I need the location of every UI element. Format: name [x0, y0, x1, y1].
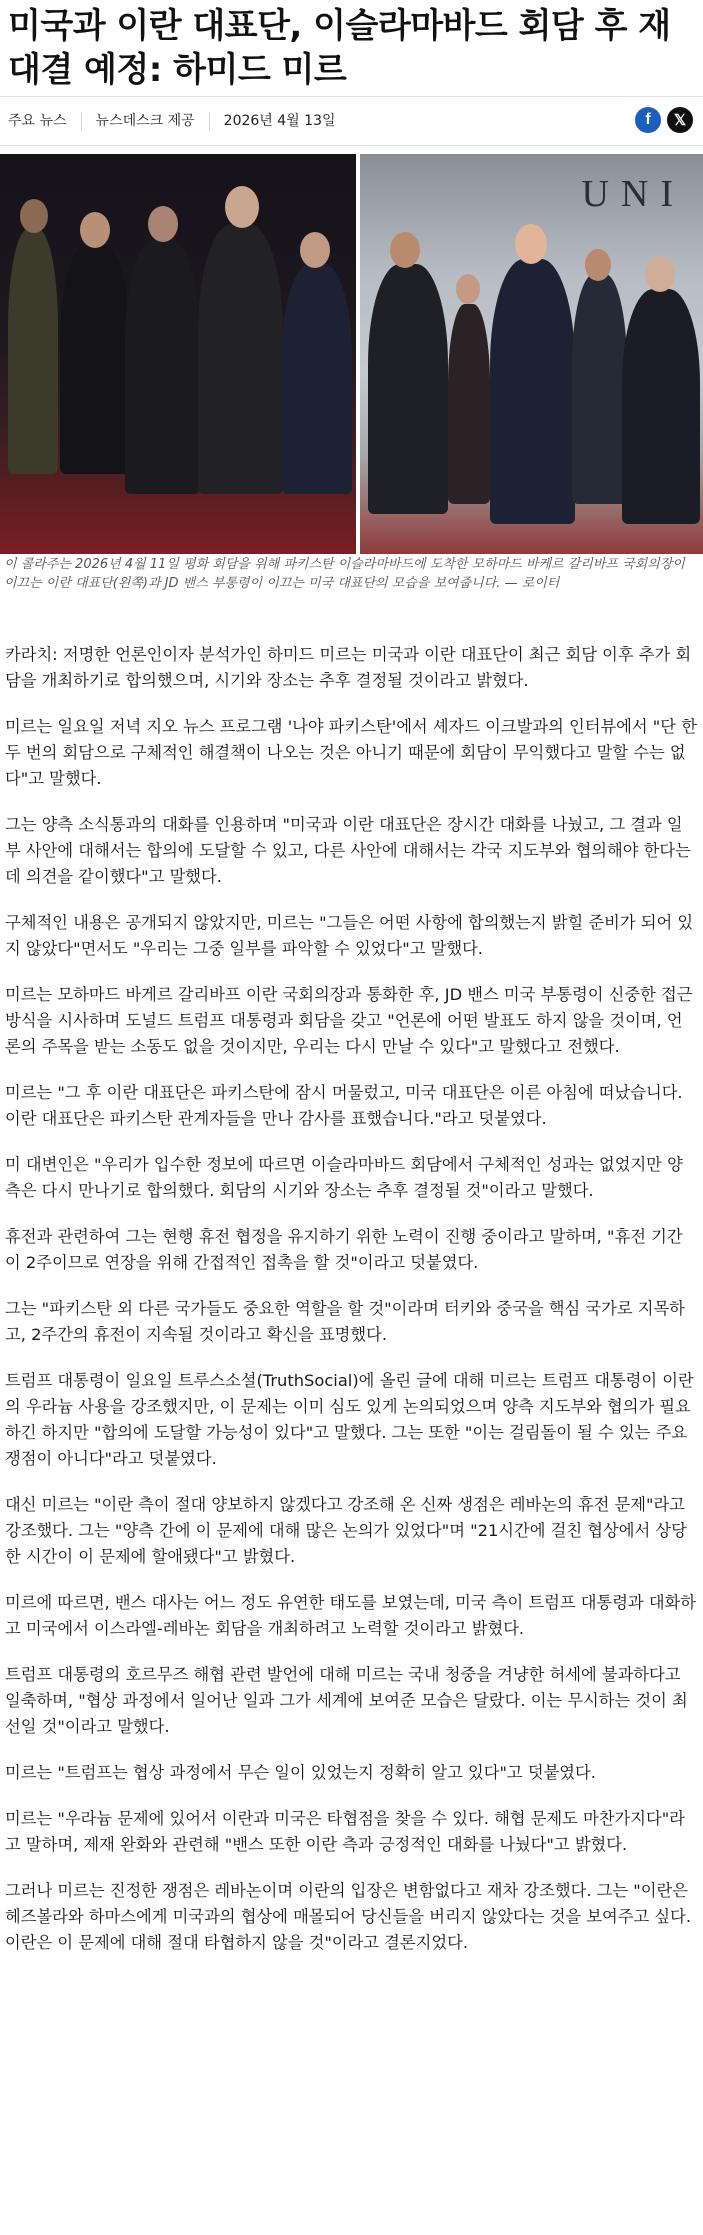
paragraph: 미르는 "우라늄 문제에 있어서 이란과 미국은 타협점을 찾을 수 있다. 해협 문제도 마찬가지다"라고 말하며, 제재 완화와 관련해 "밴스 또한 이란 측과 긍정적인 대화를 나눴다"고 밝혔다. — [5, 1809, 685, 1854]
paragraph: 트럼프 대통령의 호르무즈 해협 관련 발언에 대해 미르는 국내 청중을 겨냥한 허세에 불과하다고 일축하며, "협상 과정에서 일어난 일과 그가 세계에 보여준 모습은 달랐다. 이는 무시하는 것이 최선일 것"이라고 말했다. — [5, 1665, 688, 1736]
paragraph: 미르는 "트럼프는 협상 과정에서 무슨 일이 있었는지 정확히 알고 있다"고 덧붙였다. — [5, 1763, 596, 1782]
paragraph: 휴전과 관련하여 그는 현행 휴전 협정을 유지하기 위한 노력이 진행 중이라고 말하며, "휴전 기간이 2주이므로 연장을 위해 간접적인 접촉을 할 것"이라고 덧붙였다. — [5, 1227, 683, 1272]
article-meta-bar — [0, 96, 703, 146]
paragraph: 미르는 "그 후 이란 대표단은 파키스탄에 잠시 머물렀고, 미국 대표단은 이른 아침에 떠났습니다. 이란 대표단은 파키스탄 관계자들을 만나 감사를 표했습니다."라고 덧붙였다. — [5, 1083, 683, 1128]
share-buttons — [635, 107, 693, 133]
photo-collage — [0, 154, 703, 554]
us-delegation-photo — [360, 154, 703, 554]
headline: 미국과 이란 대표단, 이슬라마바드 회담 후 재대결 예정: 하미드 미르 — [8, 6, 671, 90]
date-label: 2026년 4월 13일 — [223, 113, 336, 129]
paragraph: 카라치: 저명한 언론인이자 분석가인 하미드 미르는 미국과 이란 대표단이 최근 회담 이후 추가 회담을 개최하기로 합의했으며, 시기와 장소는 추후 결정될 것이라고 밝혔다. — [5, 645, 692, 690]
paragraph: 미르는 모하마드 바게르 갈리바프 이란 국회의장과 통화한 후, JD 밴스 미국 부통령이 신중한 접근 방식을 시사하며 도널드 트럼프 대통령과 회담을 갖고 "언론에 어떤 발표도 하지 않을 것이며, 언론의 주목을 받는 소동도 없을 것이지만, 우리는 다시 만날 수 있다"고 말했다고 전했다. — [5, 985, 693, 1056]
paragraph: 그러나 미르는 진정한 쟁점은 레바논이며 이란의 입장은 변함없다고 재차 강조했다. 그는 "이란은 헤즈볼라와 하마스에게 미국과의 협상에 매몰되어 당신들을 버리지 않았다는 것을 보여주고 싶다. 이란은 이 문제에 대해 절대 타협하지 않을 것"이라고 결론지었다. — [5, 1881, 692, 1952]
paragraph: 미 대변인은 "우리가 입수한 정보에 따르면 이슬라마바드 회담에서 구체적인 성과는 없었지만 양측은 다시 만나기로 합의했다. 회담의 시기와 장소는 추후 결정될 것"이라고 말했다. — [5, 1155, 683, 1200]
paragraph: 구체적인 내용은 공개되지 않았지만, 미르는 "그들은 어떤 사항에 합의했는지 밝힐 준비가 되어 있지 않았다"면서도 "우리는 그중 일부를 파악할 수 있었다"고 말했다. — [5, 913, 694, 958]
paragraph: 미르는 일요일 저녁 지오 뉴스 프로그램 '나야 파키스탄'에서 셰자드 이크발과의 인터뷰에서 "단 한두 번의 회담으로 구체적인 해결책이 나오는 것은 아니기 때문에 회담이 무익했다고 말할 수는 없다"고 말했다. — [5, 717, 697, 788]
paragraph: 그는 "파키스탄 외 다른 국가들도 중요한 역할을 할 것"이라며 터키와 중국을 핵심 국가로 지목하고, 2주간의 휴전이 지속될 것이라고 확신을 표명했다. — [5, 1299, 685, 1344]
iran-delegation-photo — [0, 154, 356, 554]
x-share-icon[interactable]: 𝕏 — [667, 107, 693, 133]
facebook-share-icon[interactable]: f — [635, 107, 661, 133]
article-body — [5, 642, 697, 1976]
paragraph: 대신 미르는 "이란 측이 절대 양보하지 않겠다고 강조해 온 신짜 생점은 레바논의 휴전 문제"라고 강조했다. 그는 "양측 간에 이 문제에 대해 많은 논의가 있었다"며 "21시간에 걸친 협상에서 상당한 시간이 이 문제에 할애됐다"고 밝혔다. — [5, 1495, 687, 1566]
photo-caption: 이 콜라주는 2026년 4월 11일 평화 회담을 위해 파키스탄 이슬라마바드에 도착한 모하마드 바케르 갈리바프 국회의장이 이끄는 이란 대표단(왼쪽)과 JD 밴스 부통령이 이끄는 미국 대표단의 모습을 보여줍니다. — 로이터 — [4, 557, 685, 591]
source-label: 뉴스데스크 제공 — [82, 112, 210, 130]
paragraph: 미르에 따르면, 밴스 대사는 어느 정도 유연한 태도를 보였는데, 미국 측이 트럼프 대통령과 대화하고 미국에서 이스라엘-레바논 회담을 개최하려고 노력할 것이라고 밝혔다. — [5, 1593, 697, 1638]
paragraph: 그는 양측 소식통과의 대화를 인용하며 "미국과 이란 대표단은 장시간 대화를 나눴고, 그 결과 일부 사안에 대해서는 합의에 도달할 수 있고, 다른 사안에 대해서는 각국 지도부와 협의해야 한다는 데 의견을 같이했다"고 말했다. — [5, 815, 691, 886]
aircraft-sign-text: UNI — [581, 173, 685, 215]
paragraph: 트럼프 대통령이 일요일 트루스소셜(TruthSocial)에 올린 글에 대해 미르는 트럼프 대통령이 이란의 우라늄 사용을 강조했지만, 이 문제는 이미 심도 있게 논의되었으며 양측 지도부와 협의가 필요하긴 하지만 "합의에 도달할 가능성이 있다"고 말했다. 그는 또한 "이는 걸림돌이 될 수 있는 주요 쟁점이 아니다"라고 덧붙였다. — [5, 1371, 694, 1468]
category-label[interactable]: 주요 뉴스 — [0, 112, 82, 130]
